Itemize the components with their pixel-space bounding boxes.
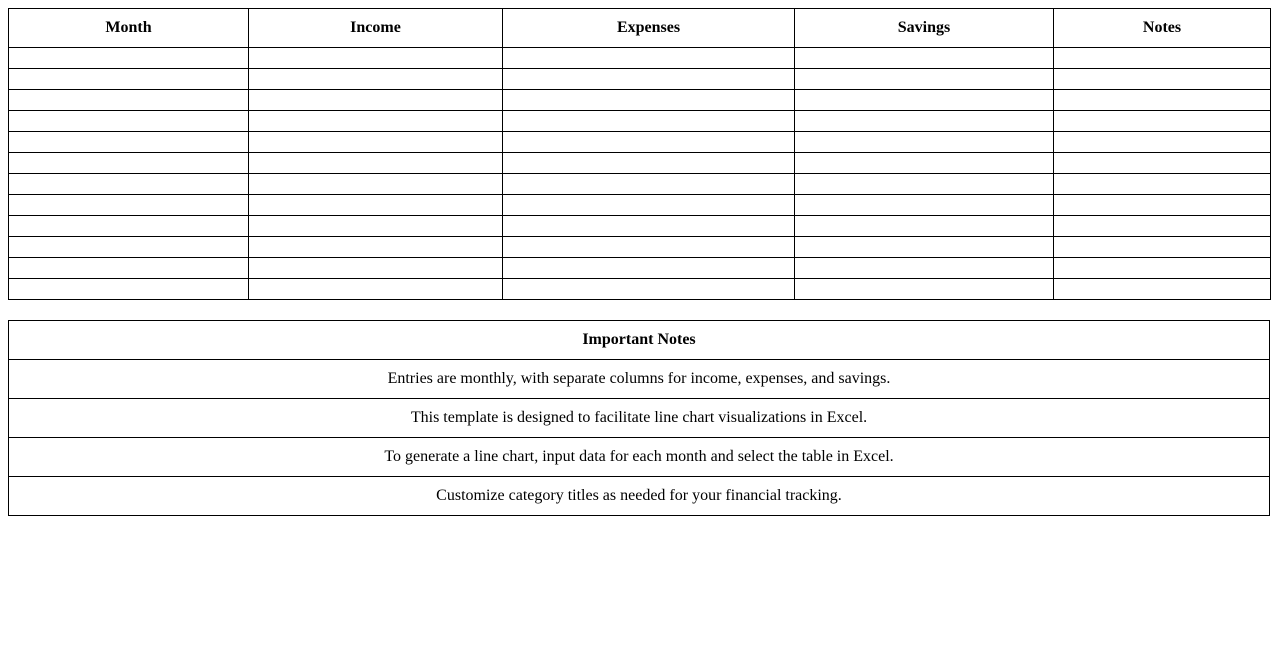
- cell-month[interactable]: [9, 237, 249, 258]
- note-row: [9, 399, 1270, 438]
- cell-notes[interactable]: [1054, 90, 1271, 111]
- notes-title: Important Notes: [9, 321, 1270, 360]
- cell-expenses[interactable]: [503, 279, 795, 300]
- cell-notes[interactable]: [1054, 153, 1271, 174]
- cell-savings[interactable]: [795, 216, 1054, 237]
- note-row: [9, 477, 1270, 516]
- table-row: [9, 174, 1271, 195]
- ledger-header-row: [9, 9, 1271, 48]
- cell-notes[interactable]: [1054, 48, 1271, 69]
- cell-expenses[interactable]: [503, 48, 795, 69]
- cell-month[interactable]: [9, 174, 249, 195]
- cell-month[interactable]: [9, 48, 249, 69]
- note-text: Customize category titles as needed for your financial tracking.: [9, 477, 1270, 516]
- cell-income[interactable]: [249, 111, 503, 132]
- cell-expenses[interactable]: [503, 90, 795, 111]
- cell-income[interactable]: [249, 69, 503, 90]
- cell-notes[interactable]: [1054, 69, 1271, 90]
- cell-notes[interactable]: [1054, 237, 1271, 258]
- cell-savings[interactable]: [795, 195, 1054, 216]
- table-row: [9, 69, 1271, 90]
- column-header-savings: Savings: [795, 9, 1054, 48]
- cell-month[interactable]: [9, 258, 249, 279]
- cell-month[interactable]: [9, 69, 249, 90]
- table-row: [9, 153, 1271, 174]
- cell-income[interactable]: [249, 258, 503, 279]
- cell-expenses[interactable]: [503, 258, 795, 279]
- cell-income[interactable]: [249, 174, 503, 195]
- cell-savings[interactable]: [795, 237, 1054, 258]
- cell-notes[interactable]: [1054, 216, 1271, 237]
- cell-savings[interactable]: [795, 69, 1054, 90]
- note-text: Entries are monthly, with separate columns for income, expenses, and savings.: [9, 360, 1270, 399]
- cell-savings[interactable]: [795, 258, 1054, 279]
- cell-month[interactable]: [9, 111, 249, 132]
- ledger-body: [9, 48, 1271, 300]
- table-row: [9, 48, 1271, 69]
- cell-month[interactable]: [9, 279, 249, 300]
- cell-income[interactable]: [249, 279, 503, 300]
- cell-income[interactable]: [249, 48, 503, 69]
- important-notes-table: [8, 320, 1270, 516]
- cell-expenses[interactable]: [503, 111, 795, 132]
- note-row: [9, 438, 1270, 477]
- cell-month[interactable]: [9, 153, 249, 174]
- cell-savings[interactable]: [795, 90, 1054, 111]
- cell-expenses[interactable]: [503, 69, 795, 90]
- cell-month[interactable]: [9, 216, 249, 237]
- cell-savings[interactable]: [795, 279, 1054, 300]
- cell-savings[interactable]: [795, 174, 1054, 195]
- cell-income[interactable]: [249, 195, 503, 216]
- cell-savings[interactable]: [795, 153, 1054, 174]
- cell-notes[interactable]: [1054, 174, 1271, 195]
- cell-notes[interactable]: [1054, 258, 1271, 279]
- table-row: [9, 132, 1271, 153]
- notes-title-row: [9, 321, 1270, 360]
- note-row: [9, 360, 1270, 399]
- cell-income[interactable]: [249, 153, 503, 174]
- column-header-income: Income: [249, 9, 503, 48]
- cell-notes[interactable]: [1054, 111, 1271, 132]
- column-header-expenses: Expenses: [503, 9, 795, 48]
- ledger-table: [8, 8, 1271, 300]
- cell-notes[interactable]: [1054, 132, 1271, 153]
- table-row: [9, 90, 1271, 111]
- cell-month[interactable]: [9, 90, 249, 111]
- cell-savings[interactable]: [795, 132, 1054, 153]
- cell-savings[interactable]: [795, 111, 1054, 132]
- cell-month[interactable]: [9, 195, 249, 216]
- table-row: [9, 216, 1271, 237]
- cell-expenses[interactable]: [503, 195, 795, 216]
- cell-income[interactable]: [249, 237, 503, 258]
- cell-expenses[interactable]: [503, 153, 795, 174]
- cell-expenses[interactable]: [503, 174, 795, 195]
- table-row: [9, 279, 1271, 300]
- cell-notes[interactable]: [1054, 195, 1271, 216]
- cell-month[interactable]: [9, 132, 249, 153]
- cell-notes[interactable]: [1054, 279, 1271, 300]
- cell-savings[interactable]: [795, 48, 1054, 69]
- cell-income[interactable]: [249, 132, 503, 153]
- note-text: This template is designed to facilitate line chart visualizations in Excel.: [9, 399, 1270, 438]
- cell-income[interactable]: [249, 216, 503, 237]
- cell-expenses[interactable]: [503, 132, 795, 153]
- column-header-notes: Notes: [1054, 9, 1271, 48]
- cell-expenses[interactable]: [503, 216, 795, 237]
- note-text: To generate a line chart, input data for each month and select the table in Excel.: [9, 438, 1270, 477]
- cell-expenses[interactable]: [503, 237, 795, 258]
- cell-income[interactable]: [249, 90, 503, 111]
- table-row: [9, 258, 1271, 279]
- table-row: [9, 237, 1271, 258]
- column-header-month: Month: [9, 9, 249, 48]
- table-row: [9, 195, 1271, 216]
- table-row: [9, 111, 1271, 132]
